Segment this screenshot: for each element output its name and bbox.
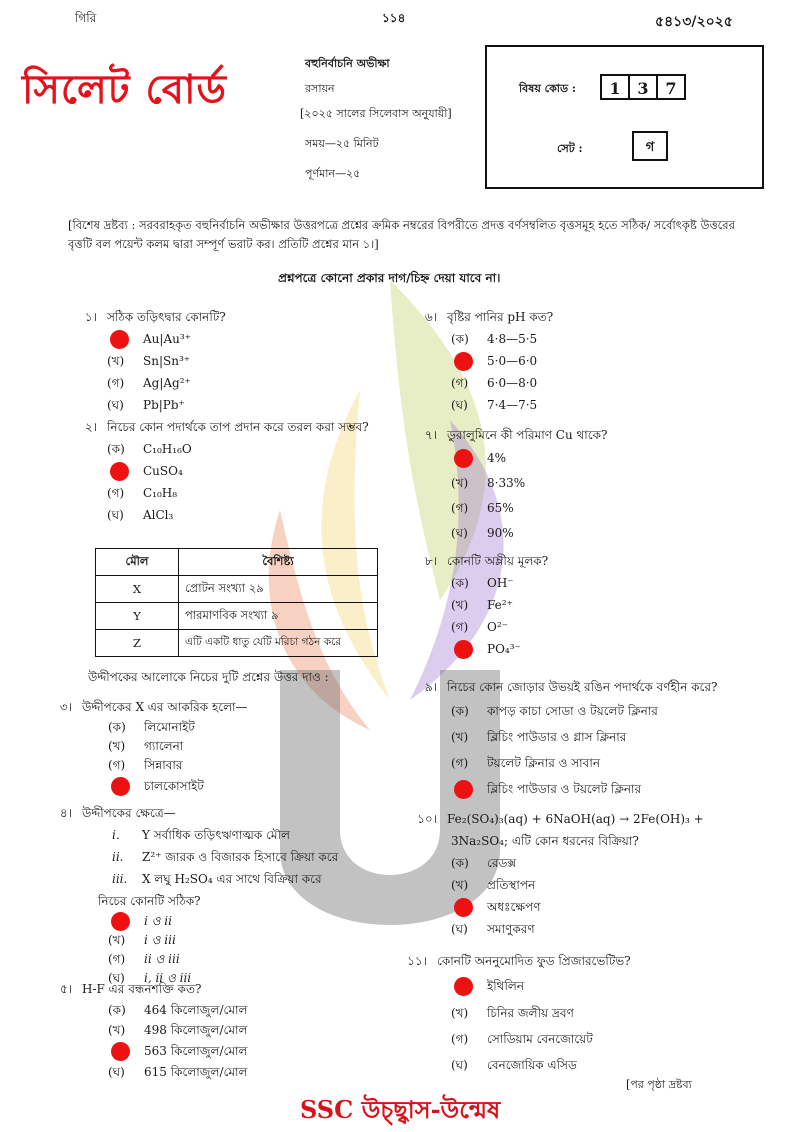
option-text: 65% <box>487 501 514 515</box>
option-text: 7·4—7·5 <box>487 398 538 412</box>
option-text: Fe²⁺ <box>487 598 513 612</box>
option-text: PO₄³⁻ <box>487 642 521 656</box>
full-marks: পূর্ণমান—২৫ <box>305 167 361 180</box>
question-6 <box>405 306 765 416</box>
page-turn-note: [পর পৃষ্ঠা দ্রষ্টব্য <box>626 1078 692 1091</box>
answer-marked-dot[interactable] <box>111 1042 130 1061</box>
question-number: ৮। <box>424 554 437 568</box>
option-text: O²⁻ <box>487 620 508 634</box>
page-number: ১১৪ <box>382 11 406 25</box>
option-marker[interactable]: (ঘ) <box>451 398 468 412</box>
board-title: সিলেট বোর্ড <box>22 67 227 113</box>
option-text: সমাণুকরণ <box>487 922 535 936</box>
option-text: অধঃক্ষেপণ <box>487 900 541 914</box>
option-marker[interactable]: (ঘ) <box>108 971 125 985</box>
question-1 <box>65 306 395 416</box>
option-text: Pb|Pb⁺ <box>143 398 185 412</box>
option-text: AlCl₃ <box>143 508 174 522</box>
answer-marked-dot[interactable] <box>454 352 473 371</box>
answer-marked-dot[interactable] <box>110 330 129 349</box>
option-text: রেডক্স <box>487 856 517 870</box>
question-text: কোনটি অননুমোদিত ফুড প্রিজারভেটিভ? <box>437 954 631 968</box>
option-text: ii ও iii <box>144 952 180 966</box>
table-cell: এটি একটি ধাতু যেটি মরিচা গঠন করে <box>179 630 378 657</box>
stimulus-table <box>95 548 378 657</box>
option-text: 90% <box>487 526 514 540</box>
statement-text: Y সর্বাধিক তড়িৎঋণাত্মক মৌল <box>142 828 290 842</box>
option-marker[interactable]: (গ) <box>451 756 469 770</box>
statement-text: Z²⁺ জারক ও বিজারক হিসাবে ক্রিয়া করে <box>142 850 339 864</box>
option-text: 498 কিলোজুল/মোল <box>144 1023 248 1037</box>
option-text: কাপড় কাচা সোডা ও টয়লেট ক্লিনার <box>487 704 658 718</box>
question-number: ১০। <box>417 812 437 826</box>
option-marker[interactable]: (খ) <box>107 354 125 368</box>
question-number: ৯। <box>424 680 437 694</box>
option-marker[interactable]: (খ) <box>108 1023 126 1037</box>
option-marker[interactable]: (ক) <box>108 1003 126 1017</box>
option-text: C₁₀H₁₆O <box>143 442 192 456</box>
question-10 <box>405 808 790 940</box>
option-text: 5·0—6·0 <box>487 354 538 368</box>
option-text: C₁₀H₈ <box>143 486 178 500</box>
table-cell: Z <box>96 630 179 657</box>
question-8 <box>405 550 765 660</box>
question-text: কোনটি অম্লীয় মূলক? <box>447 554 549 568</box>
option-marker[interactable]: (গ) <box>108 952 126 966</box>
option-text: Ag|Ag²⁺ <box>143 376 191 390</box>
option-marker[interactable]: (গ) <box>107 486 125 500</box>
statement-roman: iii. <box>112 872 128 886</box>
option-marker[interactable]: (গ) <box>451 501 469 515</box>
code-number: ৫৪১৩/২০২৫ <box>655 14 733 30</box>
table-cell: Y <box>96 603 179 630</box>
question-text: নিচের কোন জোড়ার উভয়ই রঙিন পদার্থকে বর্ণহীন করে? <box>447 680 718 694</box>
option-marker[interactable]: (খ) <box>451 1006 469 1020</box>
question-2 <box>65 416 405 526</box>
table-cell: X <box>96 576 179 603</box>
option-text: বেনজোয়িক এসিড <box>487 1058 577 1072</box>
stimulus-instruction: উদ্দীপকের আলোকে নিচের দুটি প্রশ্নের উত্তর দাও : <box>88 670 329 684</box>
question-text-continued: 3Na₂SO₄; এটি কোন ধরনের বিক্রিয়া? <box>451 834 639 848</box>
answer-marked-dot[interactable] <box>454 898 473 917</box>
option-text: CuSO₄ <box>143 464 183 478</box>
answer-marked-dot[interactable] <box>454 449 473 468</box>
no-mark-warning: প্রশ্নপত্রে কোনো প্রকার দাগ/চিহ্ন দেয়া যাবে না। <box>278 271 501 285</box>
option-text: চালকোসাইট <box>144 779 204 793</box>
option-marker[interactable]: (ক) <box>108 720 126 734</box>
option-marker[interactable]: (খ) <box>451 730 469 744</box>
statement-roman: ii. <box>112 850 124 864</box>
option-text: চিনির জলীয় দ্রবণ <box>487 1006 574 1020</box>
answer-marked-dot[interactable] <box>454 780 473 799</box>
question-text: বৃষ্টির পানির pH কত? <box>447 310 554 324</box>
option-text: ব্লিচিং পাউডার ও গ্লাস ক্লিনার <box>487 730 627 744</box>
table-header: মৌল <box>96 549 179 576</box>
question-11 <box>395 950 780 1078</box>
question-9 <box>405 676 785 802</box>
option-marker[interactable]: (খ) <box>108 933 126 947</box>
option-marker[interactable]: (ঘ) <box>108 1065 125 1079</box>
answer-marked-dot[interactable] <box>111 912 130 931</box>
statement-roman: i. <box>112 828 120 842</box>
header-left-corner: গিরি <box>75 11 97 25</box>
option-text: Au|Au³⁺ <box>143 332 191 346</box>
option-marker[interactable]: (ঘ) <box>451 526 468 540</box>
option-text: i ও iii <box>144 933 176 947</box>
question-number: ৩। <box>59 700 72 714</box>
answer-marked-dot[interactable] <box>454 640 473 659</box>
code-digit: 1 <box>600 74 630 100</box>
question-3 <box>40 696 380 797</box>
subject-code-box <box>485 45 764 189</box>
set-value: গ <box>632 131 668 161</box>
question-7 <box>405 424 765 546</box>
exam-type: বহুনির্বাচনি অভীক্ষা <box>305 57 390 70</box>
option-text: টয়লেট ক্লিনার ও সাবান <box>487 756 600 770</box>
table-header: বৈশিষ্ট্য <box>179 549 378 576</box>
option-text: 6·0—8·0 <box>487 376 538 390</box>
option-marker[interactable]: (খ) <box>451 476 469 490</box>
table-row <box>96 576 378 603</box>
option-text: i ও ii <box>144 914 172 928</box>
option-text: 563 কিলোজুল/মোল <box>144 1044 248 1058</box>
table-cell: প্রোটন সংখ্যা ২৯ <box>179 576 378 603</box>
option-text: Sn|Sn³⁺ <box>143 354 191 368</box>
option-marker[interactable]: (ক) <box>451 704 469 718</box>
question-number: ৪। <box>59 806 72 820</box>
question-number: ১১। <box>407 954 427 968</box>
code-digit: 3 <box>628 74 658 100</box>
option-text: ব্লিচিং পাউডার ও টয়লেট ক্লিনার <box>487 782 642 796</box>
answer-marked-dot[interactable] <box>454 977 473 996</box>
option-text: OH⁻ <box>487 576 514 590</box>
footer-brand: SSC উচ্ছ্বাস-উন্মেষ <box>300 1095 501 1124</box>
option-text: গ্যালেনা <box>144 739 184 753</box>
option-text: সোডিয়াম বেনজোয়েট <box>487 1032 593 1046</box>
question-4 <box>40 802 390 988</box>
option-marker[interactable]: (ঘ) <box>107 398 124 412</box>
option-marker[interactable]: (ক) <box>451 332 469 346</box>
option-text: সিন্নাবার <box>144 758 183 772</box>
syllabus-note: [২০২৫ সালের সিলেবাস অনুযায়ী] <box>300 107 452 120</box>
question-number: ১। <box>84 310 97 324</box>
statement-text: X লঘু H₂SO₄ এর সাথে বিক্রিয়া করে <box>142 872 322 886</box>
answer-marked-dot[interactable] <box>111 777 130 796</box>
question-text: Fe₂(SO₄)₃(aq) + 6NaOH(aq) → 2Fe(OH)₃ + <box>447 812 704 826</box>
option-marker[interactable]: (গ) <box>451 376 469 390</box>
subject-name: রসায়ন <box>305 82 335 95</box>
option-text: 4% <box>487 451 507 465</box>
question-number: ৬। <box>424 310 437 324</box>
question-text: উদ্দীপকের ক্ষেত্রে— <box>82 806 176 820</box>
question-5 <box>40 978 390 1082</box>
option-text: 8·33% <box>487 476 526 490</box>
option-text: ইথিলিন <box>487 979 524 993</box>
option-marker[interactable]: (গ) <box>451 620 469 634</box>
table-cell: পারমাণবিক সংখ্যা ৯ <box>179 603 378 630</box>
question-text: নিচের কোন পদার্থকে তাপ প্রদান করে তরল করা সম্ভব? <box>107 420 369 434</box>
question-number: ২। <box>84 420 97 434</box>
code-digit: 7 <box>656 74 686 100</box>
option-marker[interactable]: (ক) <box>107 442 125 456</box>
option-marker[interactable]: (ঘ) <box>451 1058 468 1072</box>
question-number: ৫। <box>59 982 72 996</box>
question-number: ৭। <box>424 428 437 442</box>
question-text: H-F এর বন্ধনশক্তি কত? <box>82 982 202 996</box>
option-text: লিমোনাইট <box>144 720 195 734</box>
option-text: 615 কিলোজুল/মোল <box>144 1065 248 1079</box>
option-marker[interactable]: (খ) <box>451 878 469 892</box>
subject-code-digits <box>600 74 686 100</box>
option-marker[interactable]: (গ) <box>107 376 125 390</box>
table-row <box>96 603 378 630</box>
option-text: i, ii ও iii <box>144 971 192 985</box>
answer-marked-dot[interactable] <box>110 462 129 481</box>
option-marker[interactable]: (খ) <box>108 739 126 753</box>
question-text: উদ্দীপকের X এর আকরিক হলো— <box>82 700 248 714</box>
option-marker[interactable]: (গ) <box>108 758 126 772</box>
option-marker[interactable]: (ঘ) <box>451 922 468 936</box>
option-text: 464 কিলোজুল/মোল <box>144 1003 248 1017</box>
table-row <box>96 630 378 657</box>
subject-code-label: বিষয় কোড : <box>519 82 576 95</box>
exam-time: সময়—২৫ মিনিট <box>305 137 379 150</box>
option-marker[interactable]: (গ) <box>451 1032 469 1046</box>
set-label: সেট : <box>557 142 583 155</box>
option-marker[interactable]: (ক) <box>451 856 469 870</box>
option-marker[interactable]: (ক) <box>451 576 469 590</box>
question-text: ডুরালুমিনে কী পরিমাণ Cu থাকে? <box>447 428 608 442</box>
option-marker[interactable]: (খ) <box>451 598 469 612</box>
option-text: 4·8—5·5 <box>487 332 538 346</box>
instruction-note: [বিশেষ দ্রষ্টব্য : সরবরাহকৃত বহুনির্বাচনি অভীক্ষার উত্তরপত্রে প্রশ্নের ক্রমিক নম্বরের বিপরীতে প্রদত্ত বর্ণসম্বলিত বৃত্তসমূহ হতে সঠিক/ সর্বোৎকৃষ্ট উত্তরের বৃত্তটি বল পয়েন্ট কলম দ্বারা সম্পূর্ণ ভরাট কর। প্রতিটি প্রশ্নের মান ১।] <box>68 218 735 251</box>
question-text: সঠিক তড়িৎদ্বার কোনটি? <box>107 310 226 324</box>
sub-question: নিচের কোনটি সঠিক? <box>98 894 201 908</box>
option-text: প্রতিস্থাপন <box>487 878 536 892</box>
option-marker[interactable]: (ঘ) <box>107 508 124 522</box>
